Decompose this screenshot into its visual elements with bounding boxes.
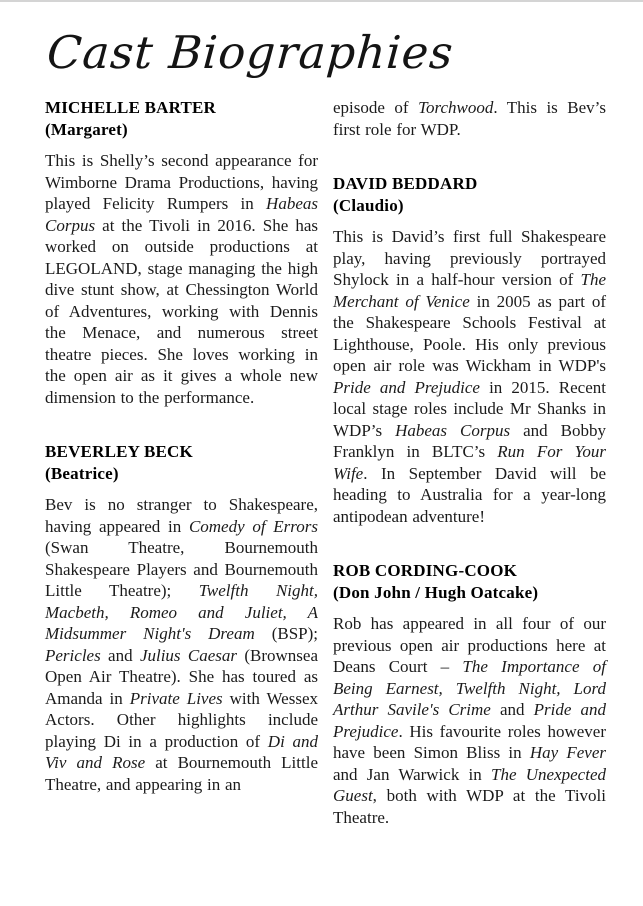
text-run: and Jan Warwick in [333, 764, 492, 784]
text-run: and Bobby Franklyn in BLTC’s [333, 420, 606, 461]
text-run: at the Tivoli in 2016. She has worked on outside productions at LEGOLAND, stage managing the high dive stunt show, at Chessington World of Adventures, working with Dennis the Menace, and numerous street theatre pieces. She loves working in the open air as it gives a whole new dimension to the performance. [45, 215, 318, 407]
text-run: (Swan Theatre, Bournemouth Shakespeare Players and Bournemouth Little Theatre); [45, 538, 318, 600]
text-run: and [490, 700, 534, 719]
bio-rob-cording-cook [333, 560, 606, 828]
play-title-italic: The Unexpected Guest [333, 764, 606, 805]
play-title-italic: Twelfth Night, Macbeth, Romeo and Juliet, A Midsummer Night's Dream [45, 581, 318, 643]
cast-member-name: ROB CORDING-COOK [333, 561, 518, 580]
play-title-italic: Habeas Corpus [395, 420, 511, 440]
right-column [333, 97, 606, 828]
programme-page [0, 2, 643, 828]
text-run: . In September David will be heading to Australia for a year-long antipodean adventure! [333, 463, 606, 526]
bio-paragraph [45, 494, 318, 795]
cast-member-name: MICHELLE BARTER [45, 98, 217, 117]
bio-paragraph [45, 150, 318, 408]
play-title-italic: Torchwood [418, 98, 494, 117]
text-run: and [100, 645, 140, 665]
play-title-italic: The Merchant of Venice [333, 270, 606, 311]
play-title-italic: Di and Viv and Rose [45, 731, 318, 772]
left-column [45, 97, 318, 828]
two-column-layout [45, 97, 618, 828]
text-run: This is David’s first full Shakespeare play, having previously portrayed Shylock in a half-hour version of [333, 227, 606, 289]
bio-michelle-barter [45, 97, 318, 408]
bio-paragraph-continuation [333, 97, 606, 140]
text-run: (Brownsea Open Air Theatre). She has toured as Amanda in [45, 645, 318, 708]
text-run: with Wessex Actors. Other highlights include playing Di in a production of [45, 688, 318, 751]
text-run: episode of [333, 98, 419, 117]
text-run: Bev is no stranger to Shakespeare, having appeared in [45, 495, 318, 536]
bio-paragraph [333, 613, 606, 828]
play-title-italic: Comedy of Errors [188, 516, 318, 536]
text-run: This is Shelly’s second appearance for Wimborne Drama Productions, having played Felicity Rumpers in [45, 151, 318, 213]
cast-member-role: (Don John / Hugh Oatcake) [333, 583, 539, 602]
cast-member-name: DAVID BEDDARD [333, 174, 478, 193]
cast-member-role: (Margaret) [45, 120, 128, 139]
bio-david-beddard [333, 173, 606, 527]
play-title-italic: Julius Caesar [139, 645, 238, 665]
play-title-italic: Run For Your Wife [333, 442, 606, 483]
cast-member-role: (Claudio) [333, 196, 404, 215]
text-run: . This is Bev’s first role for WDP. [333, 98, 606, 139]
text-run: Rob has appeared in all four of our previous open air productions here at Deans Court – [333, 614, 606, 676]
text-run: at Bournemouth Little Theatre, and appearing in an [45, 753, 318, 794]
text-run: (BSP); [254, 624, 318, 643]
play-title-italic: Pride and Prejudice [333, 700, 606, 741]
cast-member-role: (Beatrice) [45, 464, 119, 483]
text-run: in 2005 as part of the Shakespeare Schools Festival at Lighthouse, Poole. His only previous open air role was Wickham in WDP's [333, 291, 606, 375]
cast-member-name: BEVERLEY BECK [45, 442, 193, 461]
page-title: Cast Biographies [45, 26, 456, 79]
play-title-italic: The Importance of Being Earnest, Twelfth Night, Lord Arthur Savile's Crime [333, 657, 606, 719]
play-title-italic: Habeas Corpus [45, 194, 318, 235]
play-title-italic: Hay Fever [529, 743, 606, 762]
play-title-italic: Pericles [45, 645, 101, 665]
text-run: . His favourite roles however have been Simon Bliss in [333, 721, 606, 762]
play-title-italic: Private Lives [129, 688, 223, 708]
bio-paragraph [333, 226, 606, 527]
bio-beverley-beck [45, 441, 318, 795]
text-run: , both with WDP at the Tivoli Theatre. [333, 786, 606, 827]
play-title-italic: Pride and Prejudice [333, 377, 480, 397]
text-run: in 2015. Recent local stage roles include Mr Shanks in WDP’s [333, 377, 606, 440]
